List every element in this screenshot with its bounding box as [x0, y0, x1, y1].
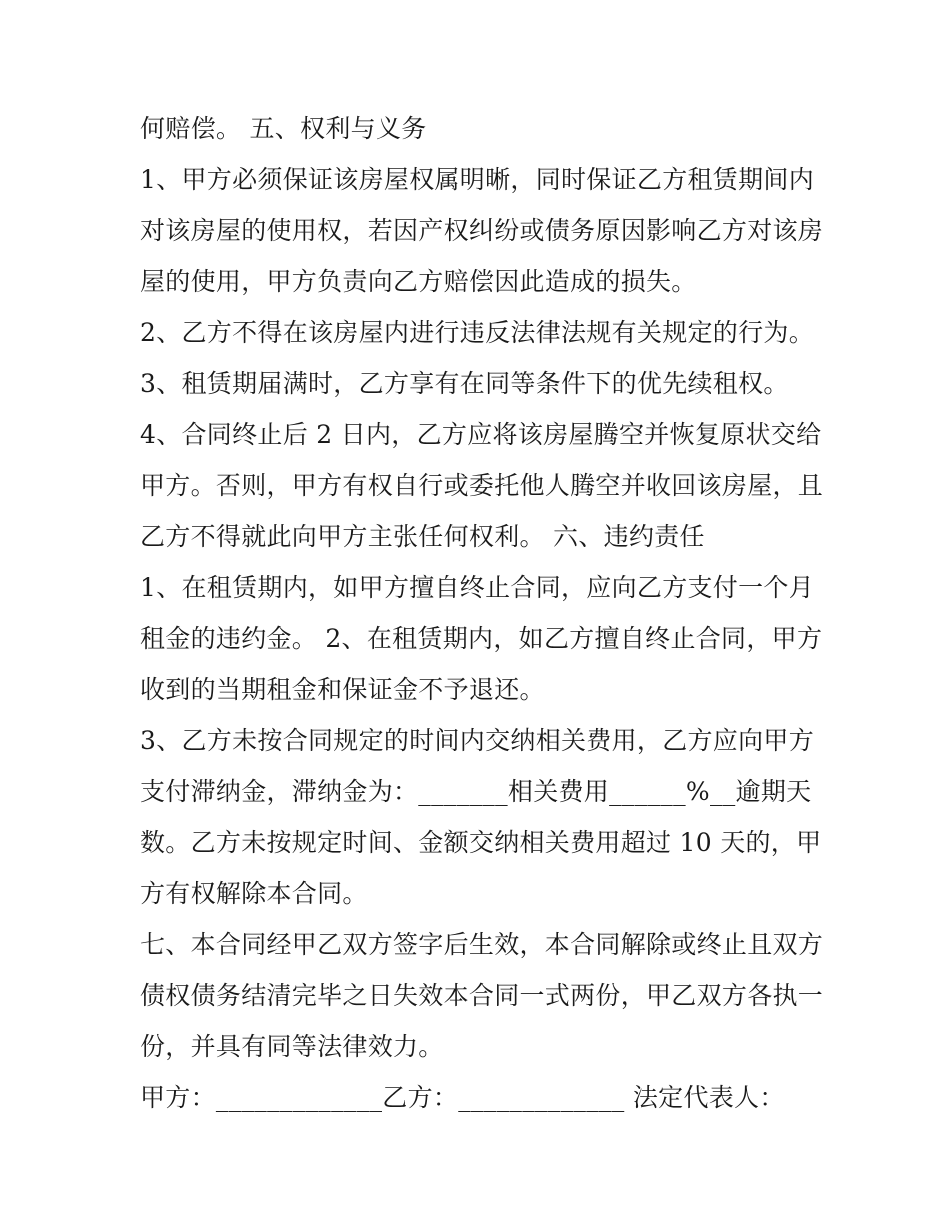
text-line: 2、乙方不得在该房屋内进行违反法律法规有关规定的行为。	[140, 318, 815, 347]
text-line: 何赔偿。 五、权利与义务	[140, 114, 427, 143]
signature-line: 甲方：_____________乙方：_____________ 法定代表人：	[140, 1083, 785, 1112]
text-line: 租金的违约金。 2、在租赁期内，如乙方擅自终止合同，甲方	[140, 624, 823, 653]
text-line: 甲方。否则，甲方有权自行或委托他人腾空并收回该房屋，且	[140, 471, 824, 500]
text-line: 1、甲方必须保证该房屋权属明晰，同时保证乙方租赁期间内	[140, 165, 815, 194]
text-line: 收到的当期租金和保证金不予退还。	[140, 675, 545, 704]
text-line: 七、本合同经甲乙双方签字后生效，本合同解除或终止且双方	[140, 930, 824, 959]
text-line: 份，并具有同等法律效力。	[140, 1032, 444, 1061]
text-line: 3、乙方未按合同规定的时间内交纳相关费用，乙方应向甲方	[140, 726, 815, 755]
text-line: 屋的使用，甲方负责向乙方赔偿因此造成的损失。	[140, 267, 697, 296]
text-line: 数。乙方未按规定时间、金额交纳相关费用超过 10 天的，甲	[140, 828, 822, 857]
text-line: 乙方不得就此向甲方主张任何权利。 六、违约责任	[140, 522, 705, 551]
text-line: 方有权解除本合同。	[140, 879, 368, 908]
text-line: 债权债务结清完毕之日失效本合同一式两份，甲乙双方各执一	[140, 981, 824, 1010]
text-line: 支付滞纳金，滞纳金为：_______相关费用______%__逾期天	[140, 777, 812, 806]
text-line: 1、在租赁期内，如甲方擅自终止合同，应向乙方支付一个月	[140, 573, 815, 602]
text-line: 3、租赁期届满时，乙方享有在同等条件下的优先续租权。	[140, 369, 789, 398]
text-line: 4、合同终止后 2 日内，乙方应将该房屋腾空并恢复原状交给	[140, 420, 822, 449]
text-line: 对该房屋的使用权，若因产权纠纷或债务原因影响乙方对该房	[140, 216, 824, 245]
contract-text	[140, 103, 830, 1123]
